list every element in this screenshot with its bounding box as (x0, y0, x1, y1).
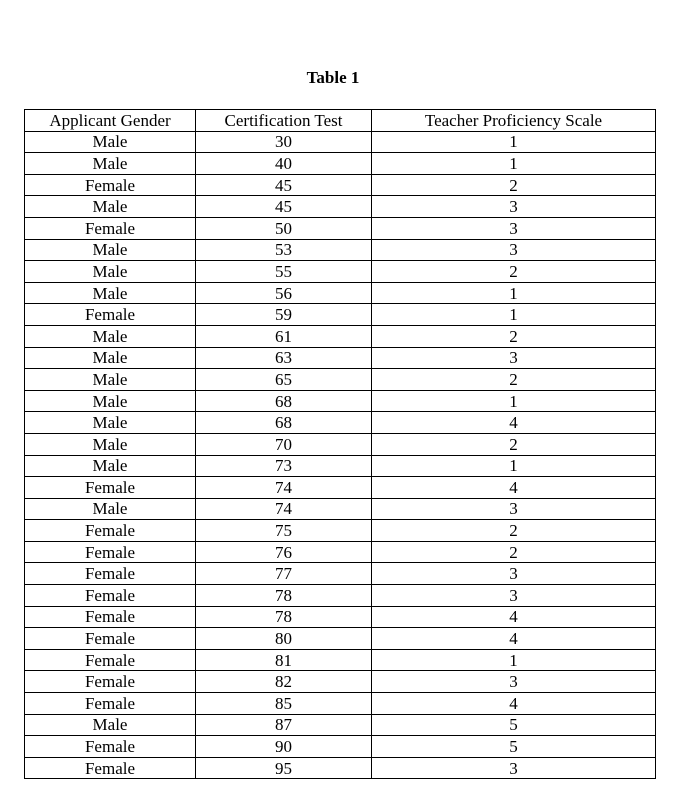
certification-score-cell: 50 (196, 217, 372, 239)
table-row (25, 153, 656, 175)
certification-score-cell: 73 (196, 455, 372, 477)
certification-score-cell: 63 (196, 347, 372, 369)
certification-score-cell: 87 (196, 714, 372, 736)
proficiency-scale-cell: 3 (372, 239, 656, 261)
certification-score-cell: 68 (196, 412, 372, 434)
certification-score-cell: 75 (196, 520, 372, 542)
proficiency-scale-cell: 2 (372, 261, 656, 283)
table-body (25, 131, 656, 779)
proficiency-scale-cell: 2 (372, 174, 656, 196)
table-row (25, 217, 656, 239)
table-row (25, 239, 656, 261)
proficiency-scale-cell: 3 (372, 347, 656, 369)
proficiency-scale-cell: 4 (372, 412, 656, 434)
certification-score-cell: 53 (196, 239, 372, 261)
certification-score-cell: 90 (196, 736, 372, 758)
table-row (25, 433, 656, 455)
table-row (25, 196, 656, 218)
proficiency-scale-cell: 2 (372, 520, 656, 542)
certification-score-cell: 56 (196, 282, 372, 304)
proficiency-scale-cell: 2 (372, 433, 656, 455)
proficiency-scale-cell: 3 (372, 196, 656, 218)
gender-cell: Female (25, 628, 196, 650)
header-applicant-gender: Applicant Gender (25, 110, 196, 132)
certification-score-cell: 85 (196, 693, 372, 715)
table-row (25, 736, 656, 758)
gender-cell: Female (25, 606, 196, 628)
gender-cell: Female (25, 649, 196, 671)
proficiency-scale-cell: 1 (372, 649, 656, 671)
gender-cell: Male (25, 131, 196, 153)
proficiency-scale-cell: 2 (372, 369, 656, 391)
gender-cell: Female (25, 217, 196, 239)
certification-score-cell: 61 (196, 325, 372, 347)
certification-score-cell: 74 (196, 477, 372, 499)
gender-cell: Female (25, 736, 196, 758)
gender-cell: Female (25, 477, 196, 499)
certification-score-cell: 68 (196, 390, 372, 412)
proficiency-scale-cell: 1 (372, 131, 656, 153)
proficiency-scale-cell: 3 (372, 563, 656, 585)
gender-cell: Female (25, 671, 196, 693)
certification-score-cell: 30 (196, 131, 372, 153)
table-row (25, 390, 656, 412)
table-row (25, 477, 656, 499)
certification-score-cell: 80 (196, 628, 372, 650)
certification-score-cell: 81 (196, 649, 372, 671)
gender-cell: Male (25, 412, 196, 434)
table-row (25, 131, 656, 153)
proficiency-scale-cell: 3 (372, 671, 656, 693)
table-row (25, 282, 656, 304)
gender-cell: Female (25, 304, 196, 326)
table-row (25, 714, 656, 736)
gender-cell: Female (25, 693, 196, 715)
gender-cell: Female (25, 520, 196, 542)
table-row (25, 347, 656, 369)
proficiency-scale-cell: 3 (372, 498, 656, 520)
table-row (25, 671, 656, 693)
table-row (25, 174, 656, 196)
proficiency-scale-cell: 5 (372, 714, 656, 736)
proficiency-scale-cell: 3 (372, 217, 656, 239)
table-row (25, 261, 656, 283)
table-row (25, 649, 656, 671)
gender-cell: Male (25, 455, 196, 477)
certification-score-cell: 77 (196, 563, 372, 585)
gender-cell: Female (25, 541, 196, 563)
table-caption: Table 1 (306, 68, 360, 87)
gender-cell: Female (25, 563, 196, 585)
gender-cell: Male (25, 369, 196, 391)
proficiency-scale-cell: 2 (372, 541, 656, 563)
gender-cell: Male (25, 196, 196, 218)
proficiency-scale-cell: 5 (372, 736, 656, 758)
table-row (25, 304, 656, 326)
table-row (25, 369, 656, 391)
gender-cell: Male (25, 325, 196, 347)
table-row (25, 498, 656, 520)
gender-cell: Male (25, 261, 196, 283)
gender-cell: Female (25, 757, 196, 779)
table-row (25, 693, 656, 715)
certification-score-cell: 65 (196, 369, 372, 391)
proficiency-scale-cell: 1 (372, 153, 656, 175)
gender-cell: Male (25, 347, 196, 369)
gender-cell: Female (25, 174, 196, 196)
table-row (25, 757, 656, 779)
table-row (25, 455, 656, 477)
proficiency-scale-cell: 4 (372, 628, 656, 650)
gender-cell: Male (25, 498, 196, 520)
certification-score-cell: 40 (196, 153, 372, 175)
table-row (25, 606, 656, 628)
proficiency-scale-cell: 4 (372, 693, 656, 715)
certification-score-cell: 70 (196, 433, 372, 455)
table-row (25, 325, 656, 347)
proficiency-scale-cell: 1 (372, 455, 656, 477)
gender-cell: Male (25, 153, 196, 175)
certification-score-cell: 55 (196, 261, 372, 283)
certification-score-cell: 59 (196, 304, 372, 326)
proficiency-scale-cell: 4 (372, 606, 656, 628)
certification-score-cell: 76 (196, 541, 372, 563)
gender-cell: Male (25, 239, 196, 261)
table-row (25, 520, 656, 542)
proficiency-scale-cell: 1 (372, 304, 656, 326)
certification-score-cell: 95 (196, 757, 372, 779)
proficiency-scale-cell: 3 (372, 757, 656, 779)
certification-score-cell: 74 (196, 498, 372, 520)
table-row (25, 585, 656, 607)
gender-cell: Male (25, 390, 196, 412)
gender-cell: Male (25, 282, 196, 304)
table-row (25, 541, 656, 563)
table-row (25, 628, 656, 650)
table-row (25, 563, 656, 585)
certification-score-cell: 45 (196, 196, 372, 218)
proficiency-scale-cell: 1 (372, 390, 656, 412)
header-certification-test: Certification Test (196, 110, 372, 132)
table-row (25, 412, 656, 434)
gender-cell: Male (25, 714, 196, 736)
header-teacher-proficiency-scale: Teacher Proficiency Scale (372, 110, 656, 132)
certification-score-cell: 45 (196, 174, 372, 196)
certification-score-cell: 78 (196, 585, 372, 607)
proficiency-scale-cell: 4 (372, 477, 656, 499)
proficiency-scale-cell: 1 (372, 282, 656, 304)
gender-cell: Female (25, 585, 196, 607)
certification-score-cell: 82 (196, 671, 372, 693)
proficiency-scale-cell: 3 (372, 585, 656, 607)
header-row (25, 110, 656, 132)
data-table (24, 109, 656, 779)
gender-cell: Male (25, 433, 196, 455)
proficiency-scale-cell: 2 (372, 325, 656, 347)
certification-score-cell: 78 (196, 606, 372, 628)
